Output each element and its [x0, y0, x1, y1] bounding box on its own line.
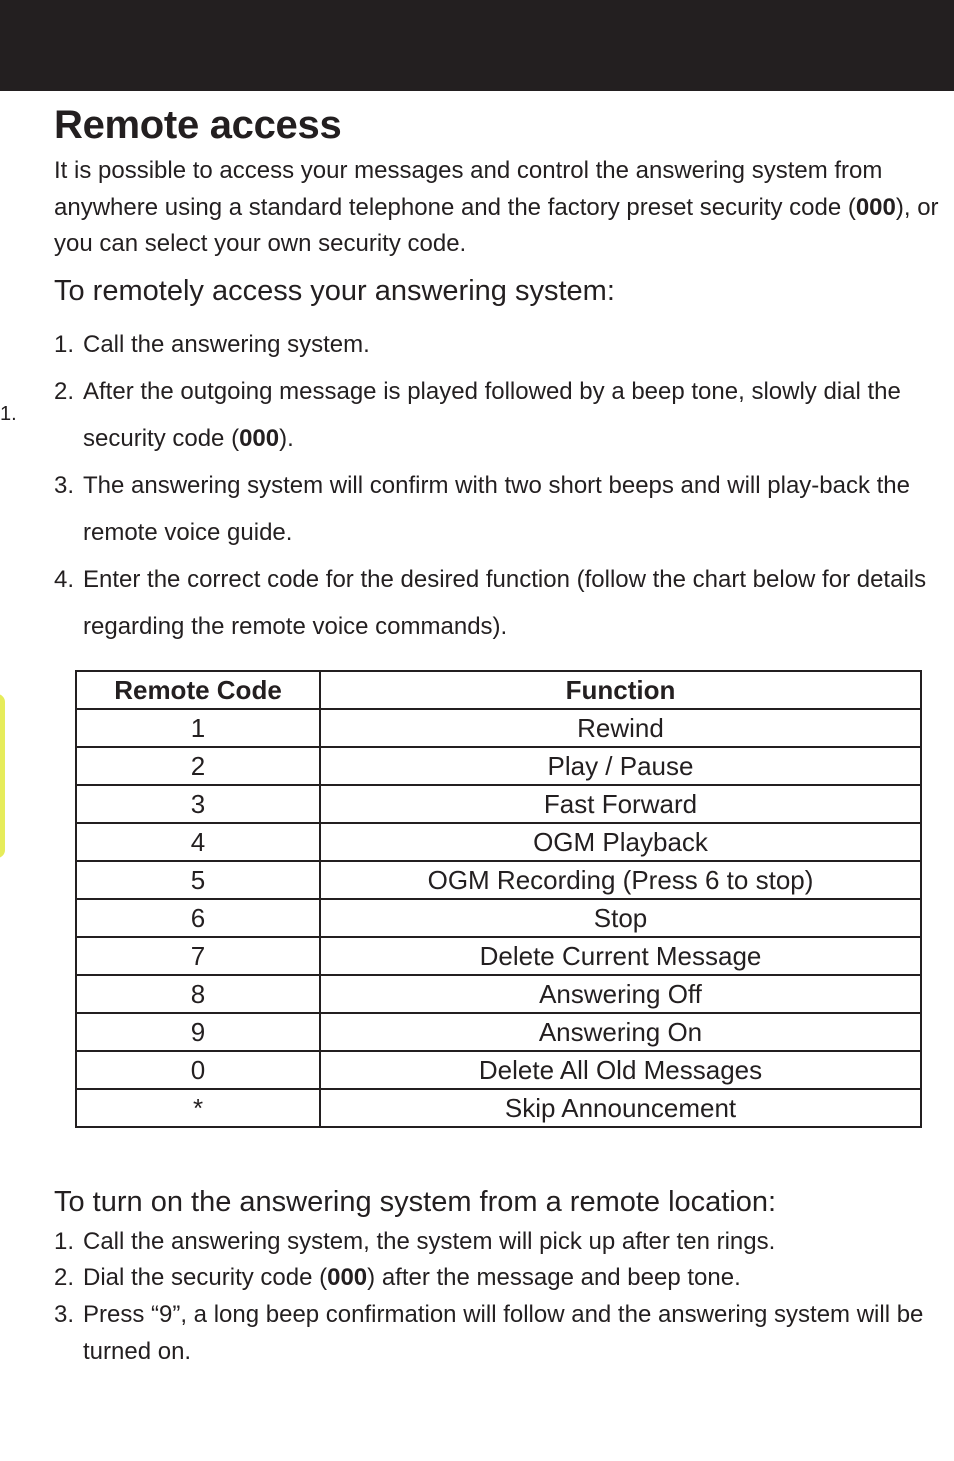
table-row — [76, 1051, 921, 1089]
step-bold: 000 — [239, 424, 280, 452]
step-text-after: ). — [279, 424, 294, 452]
section-heading-remote-turn-on: To turn on the answering system from a remote location: — [54, 1185, 777, 1218]
step-text-after: ) after the message and beep tone. — [367, 1264, 741, 1292]
function-cell: Delete All Old Messages — [320, 1051, 921, 1089]
list-item — [54, 368, 939, 462]
remote-code-cell: 4 — [76, 823, 320, 861]
list-item — [54, 462, 939, 556]
remote-code-cell: 1 — [76, 709, 320, 747]
function-cell: Stop — [320, 899, 921, 937]
table-row — [76, 861, 921, 899]
intro-security-code: 000 — [855, 193, 896, 221]
list-item — [54, 556, 939, 650]
page-title: Remote access — [54, 103, 342, 147]
step-text: Press “9”, a long beep confirmation will follow and the answering system will be turned on. — [83, 1300, 924, 1365]
step-text: After the outgoing message is played followed by a beep tone, slowly dial the security code ( — [83, 377, 901, 452]
step-bold: 000 — [327, 1264, 368, 1292]
list-item — [54, 321, 939, 368]
remote-code-cell: 8 — [76, 975, 320, 1013]
function-cell: OGM Recording (Press 6 to stop) — [320, 861, 921, 899]
list-item — [54, 1297, 939, 1370]
remote-access-steps — [54, 321, 939, 650]
remote-code-cell: 3 — [76, 785, 320, 823]
step-number: 1. — [54, 330, 75, 358]
function-cell: Skip Announcement — [320, 1089, 921, 1127]
remote-code-cell: 9 — [76, 1013, 320, 1051]
side-tab-marker — [0, 694, 5, 858]
table-row — [76, 937, 921, 975]
table-row — [76, 1013, 921, 1051]
table-header-row — [76, 671, 921, 709]
table-row — [76, 785, 921, 823]
intro-text-before: It is possible to access your messages and control the answering system from anywhere using a standard telephone and the factory preset security code ( — [54, 157, 883, 221]
function-cell: OGM Playback — [320, 823, 921, 861]
column-header-remote-code: Remote Code — [76, 671, 320, 709]
step-number: 1. — [54, 1227, 75, 1255]
list-item — [54, 1224, 939, 1261]
function-cell: Delete Current Message — [320, 937, 921, 975]
remote-turn-on-steps — [54, 1224, 939, 1371]
margin-mark: 1. — [0, 403, 17, 425]
remote-code-table — [75, 670, 922, 1128]
remote-code-cell: 5 — [76, 861, 320, 899]
function-cell: Play / Pause — [320, 747, 921, 785]
function-cell: Fast Forward — [320, 785, 921, 823]
remote-code-cell: 2 — [76, 747, 320, 785]
intro-text-after: ), or you can select your own security code. — [54, 193, 939, 257]
table-row — [76, 899, 921, 937]
remote-code-cell: * — [76, 1089, 320, 1127]
column-header-function: Function — [320, 671, 921, 709]
step-text: Enter the correct code for the desired function (follow the chart below for details regarding the remote voice commands). — [83, 565, 927, 640]
table-row — [76, 747, 921, 785]
step-number: 2. — [54, 1264, 75, 1292]
step-number: 3. — [54, 1300, 75, 1328]
page-content — [54, 100, 939, 1370]
step-text: The answering system will confirm with two short beeps and will play-back the remote voice guide. — [83, 471, 911, 546]
header-bar — [0, 0, 954, 91]
table-row — [76, 975, 921, 1013]
step-text: Dial the security code ( — [83, 1264, 328, 1292]
step-number: 4. — [54, 565, 75, 593]
step-number: 3. — [54, 471, 75, 499]
step-number: 2. — [54, 377, 75, 405]
intro-paragraph — [54, 153, 939, 263]
table-row — [76, 709, 921, 747]
list-item — [54, 1260, 939, 1297]
function-cell: Rewind — [320, 709, 921, 747]
function-cell: Answering Off — [320, 975, 921, 1013]
remote-code-cell: 7 — [76, 937, 320, 975]
table-row — [76, 1089, 921, 1127]
section-heading-remote-access: To remotely access your answering system: — [54, 274, 615, 307]
table-row — [76, 823, 921, 861]
step-text: Call the answering system, the system will pick up after ten rings. — [83, 1227, 776, 1255]
step-text: Call the answering system. — [83, 330, 370, 358]
remote-code-cell: 6 — [76, 899, 320, 937]
function-cell: Answering On — [320, 1013, 921, 1051]
remote-code-cell: 0 — [76, 1051, 320, 1089]
